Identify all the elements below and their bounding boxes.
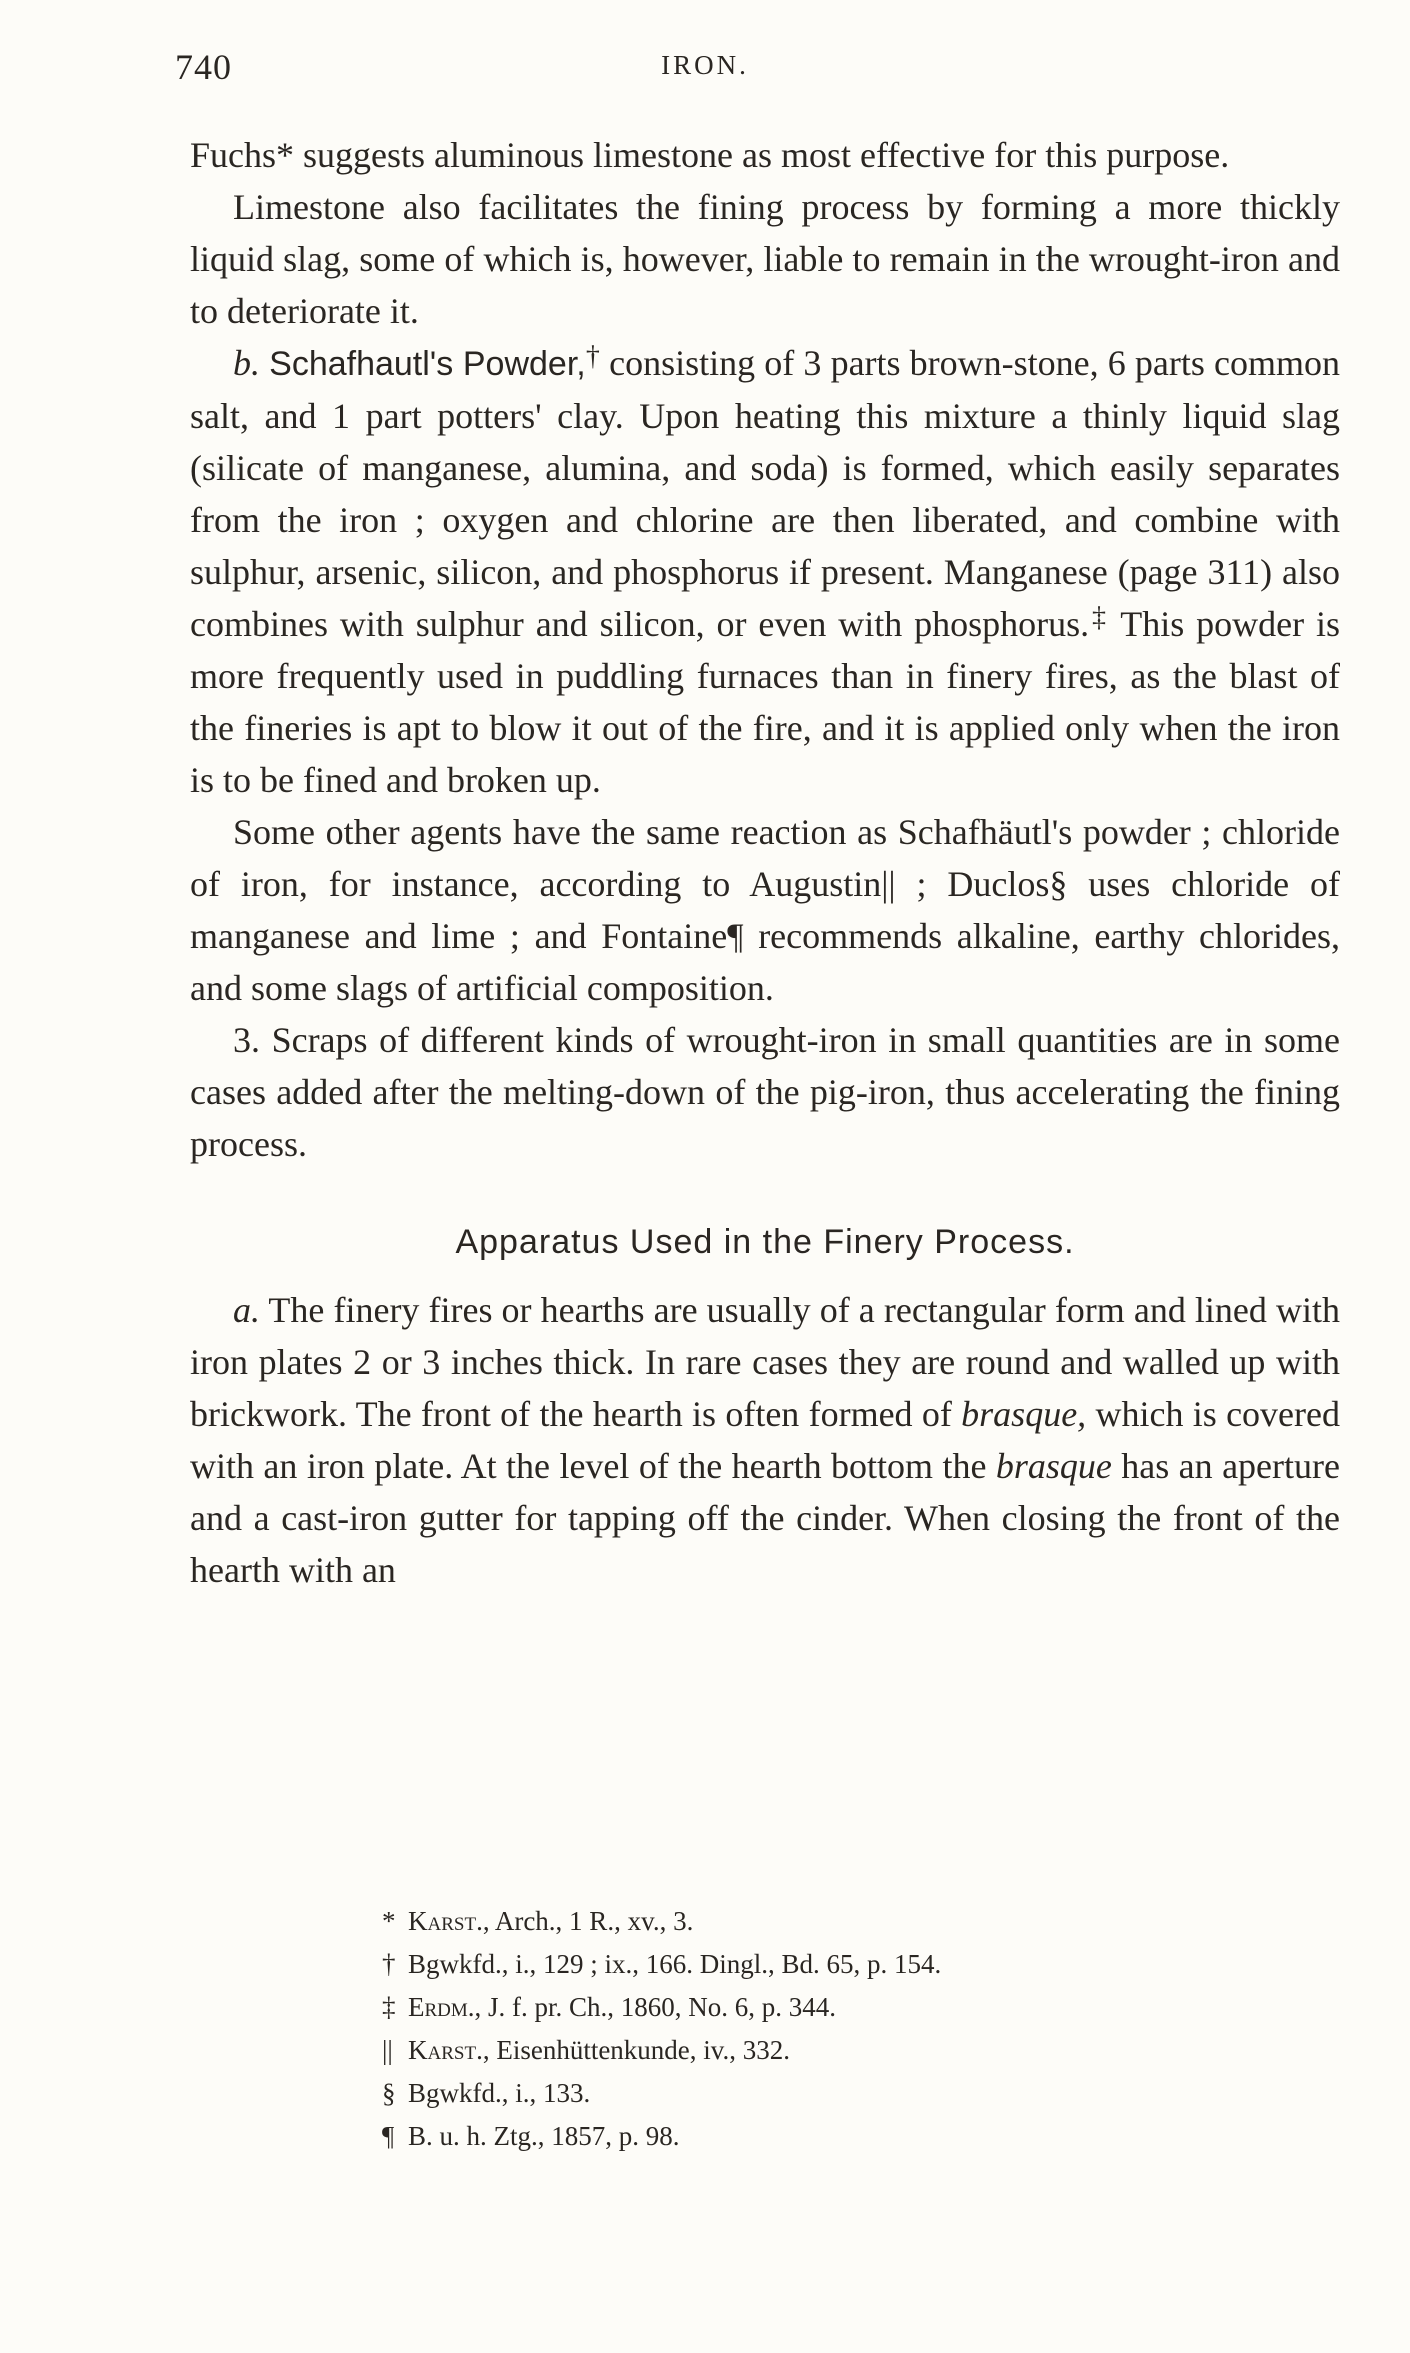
- item-label: a.: [233, 1290, 260, 1330]
- footnote-text: Bgwkfd., i., 133.: [408, 2078, 591, 2108]
- footnote-text: , Eisenhüttenkunde, iv., 332.: [482, 2035, 791, 2065]
- paragraph-finery-fires: [190, 1284, 1340, 1596]
- footnote-symbol: *: [382, 1906, 396, 1936]
- footnote-mark: ‡: [1089, 602, 1109, 634]
- paragraph-fuchs: Fuchs* suggests aluminous limestone as most effective for this purpose.: [190, 135, 1230, 175]
- term-brasque: brasque: [995, 1446, 1112, 1486]
- footnote-text: B. u. h. Ztg., 1857, p. 98.: [408, 2121, 680, 2151]
- paragraph-text: which is covered with an iron plate. At the level of the hearth bottom the: [190, 1394, 1341, 1486]
- paragraph-text: has an aperture and a cast-iron gutter for tapping off the cinder. When closing the front of the hearth with an: [190, 1446, 1340, 1590]
- paragraph-text: The finery fires or hearths are usually of a rectangular form and lined with iron plates 2 or 3 inches thick. In rare cases they are round and walled up with brickwork. The front of the hearth is often formed of: [190, 1290, 1340, 1434]
- footnote: [382, 2115, 1282, 2158]
- footnote-symbol: §: [382, 2078, 396, 2108]
- paragraph-schafhautl: [190, 337, 1340, 806]
- footnote: [382, 1943, 1282, 1986]
- footnote-symbol: ‡: [382, 1992, 396, 2022]
- footnote-mark: †: [585, 341, 601, 373]
- footnote: [382, 2072, 1282, 2115]
- footnote: [382, 1900, 1282, 1943]
- page-header: [0, 46, 1410, 96]
- paragraph-other-agents: Some other agents have the same reaction as Schafhäutl's powder ; chloride of iron, for instance, according to Augustin|| ; Duclos§ uses chloride of manganese and lime ; and Fontaine¶ recommends alkaline, earthy chlorides, and some slags of artificial composition.: [190, 812, 1340, 1008]
- footnote: [382, 1986, 1282, 2029]
- footnote-symbol: †: [382, 1949, 396, 1979]
- footnotes: [382, 1900, 1282, 2158]
- running-title: IRON.: [661, 50, 749, 80]
- term-brasque: brasque,: [961, 1394, 1087, 1434]
- section-heading: Apparatus Used in the Finery Process.: [455, 1223, 1075, 1261]
- footnote: [382, 2029, 1282, 2072]
- footnote-text: Bgwkfd., i., 129 ; ix., 166. Dingl., Bd. 65, p. 154.: [408, 1949, 942, 1979]
- body-text: [190, 129, 1340, 1596]
- page-number: 740: [175, 47, 232, 87]
- paragraph-limestone: Limestone also facilitates the fining process by forming a more thickly liquid slag, some of which is, however, liable to remain in the wrought-iron and to deteriorate it.: [190, 187, 1340, 331]
- footnote-abbr: Erdm.: [408, 1992, 475, 2022]
- footnote-symbol: ||: [382, 2035, 393, 2065]
- footnote-text: , J. f. pr. Ch., 1860, No. 6, p. 344.: [474, 1992, 837, 2022]
- paragraph-scraps: 3. Scraps of different kinds of wrought-iron in small quantities are in some cases added after the melting-down of the pig-iron, thus accelerating the fining process.: [190, 1020, 1340, 1164]
- footnote-abbr: Karst.: [408, 2035, 483, 2065]
- term-schafhautl-powder: Schafhautl's Powder,: [269, 345, 586, 383]
- footnote-text: , Arch., 1 R., xv., 3.: [482, 1906, 694, 1936]
- footnote-symbol: ¶: [382, 2121, 395, 2151]
- paragraph-text: This powder is more frequently used in puddling furnaces than in finery fires, as the blast of the fineries is apt to blow it out of the fire, and it is applied only when the iron is to be fined and broken up.: [190, 604, 1341, 800]
- item-label: b.: [233, 343, 260, 383]
- paragraph-text: consisting of 3 parts brown-stone, 6 parts common salt, and 1 part potters' clay. Upon heating this mixture a thinly liquid slag (silicate of manganese, alumina, and soda) is formed, which easily separates from the iron ; oxygen and chlorine are then liberated, and combine with sulphur, arsenic, silicon, and phosphorus if present. Manganese (page 311) also combines with sulphur and silicon, or even with phosphorus.: [190, 343, 1341, 644]
- footnote-abbr: Karst.: [408, 1906, 483, 1936]
